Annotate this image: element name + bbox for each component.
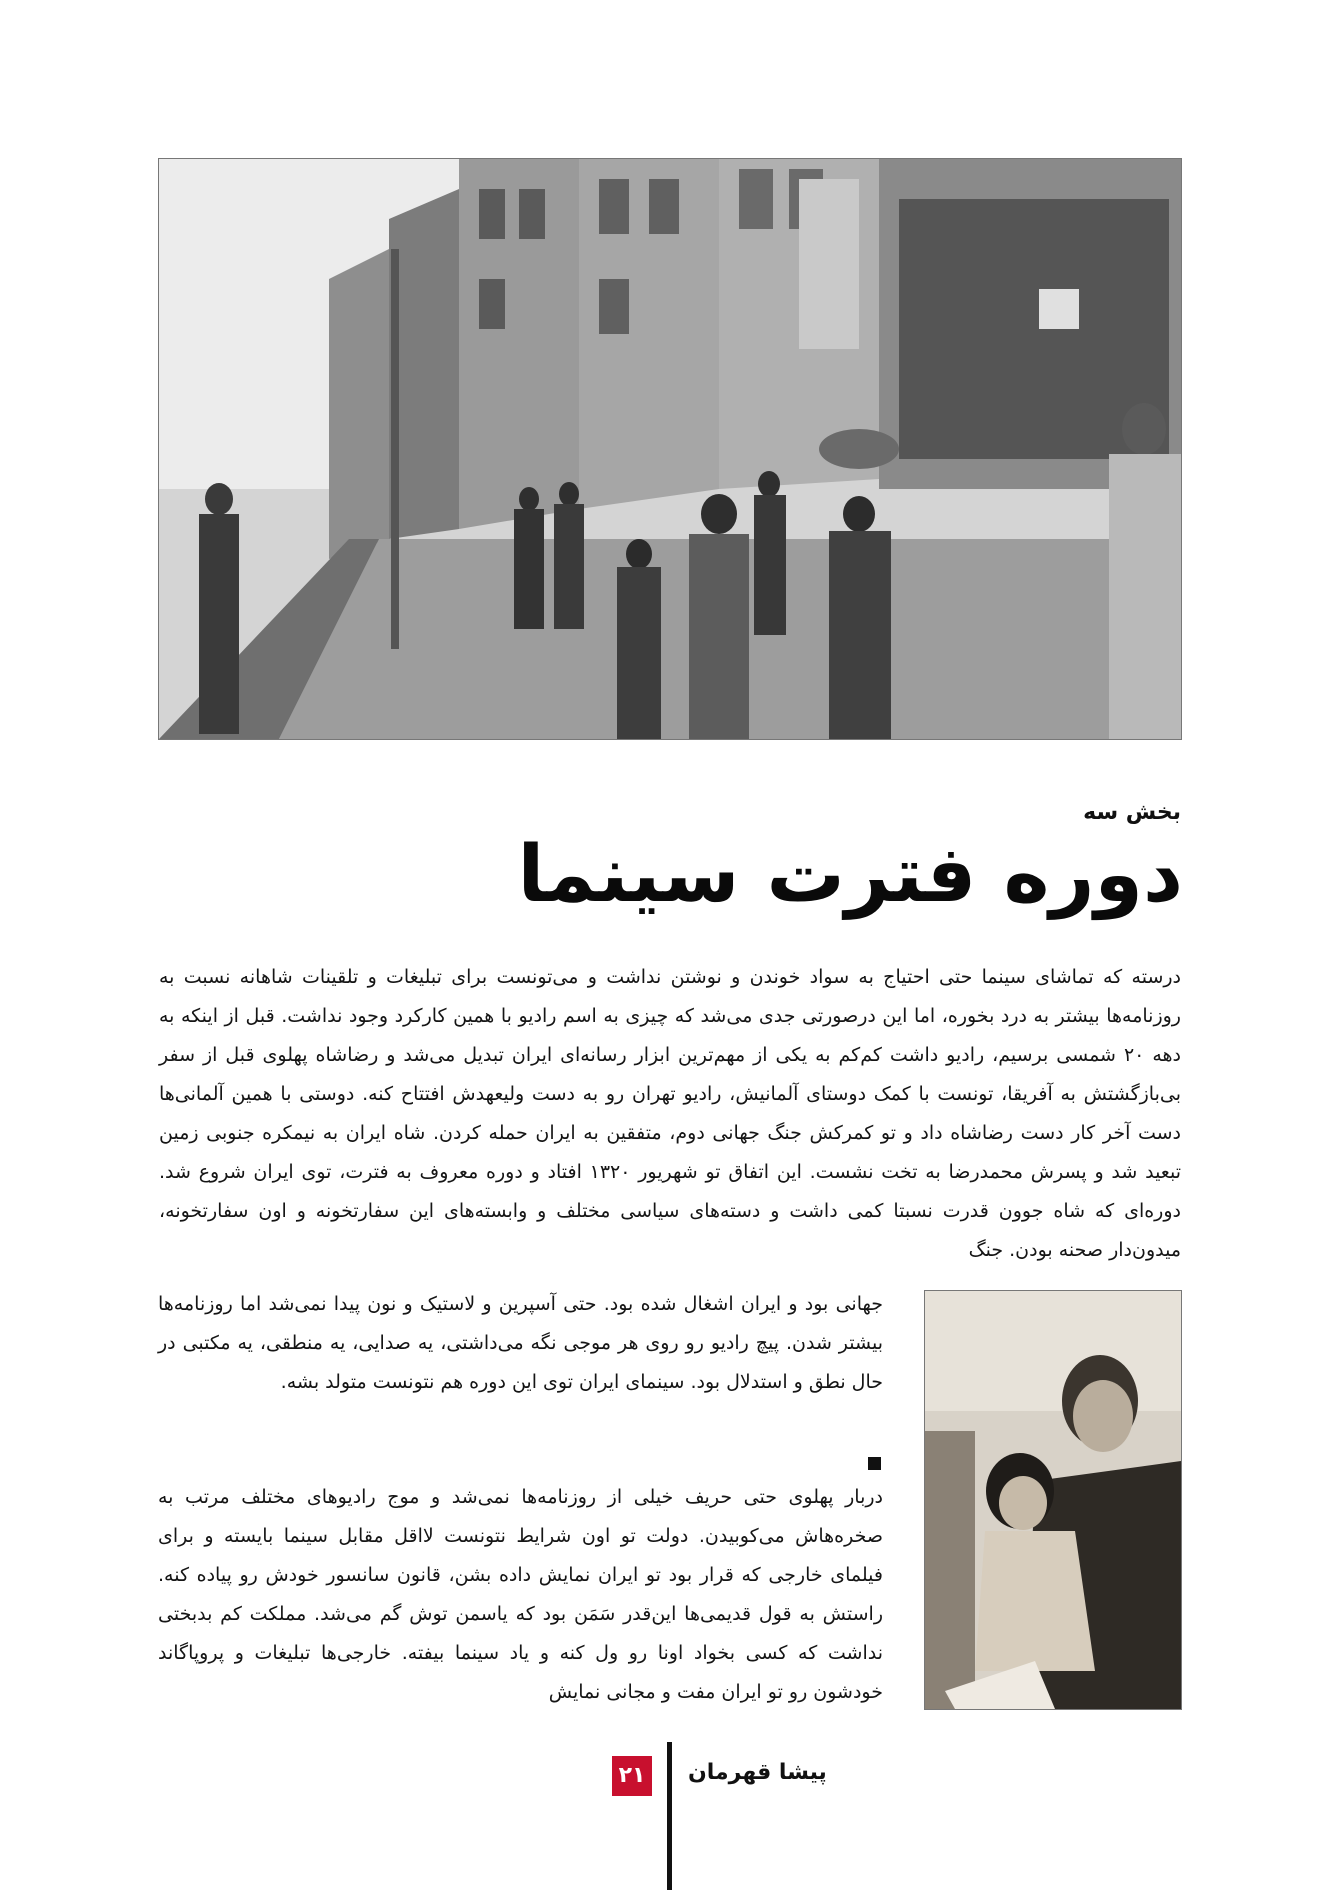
author-name: پیشا قهرمان	[688, 1760, 827, 1785]
inset-photo	[924, 1290, 1182, 1710]
street-photo	[158, 158, 1182, 740]
body-paragraph-2: دربار پهلوی حتی حریف خیلی از روزنامه‌ها نمی‌شد و موج رادیوهای مختلف مرتب به صخره‌هاش می‌کوبیدن. دولت تو اون شرایط نتونست لااقل مقابل سینما بایسته و برای فیلمای خارجی که قرار بود تو ایران نمایش داده بشن، قانون سانسور خودش رو پیاده کنه. راستش به قول قدیمی‌ها این‌قدر سَمَن بود که یاسمن توش گم می‌شد. مملکت کم بدبختی نداشت که کسی بخواد اونا رو ول کنه و یاد سینما بیفته. خارجی‌ها تبلیغات و پروپاگاند خودشون رو تو ایران مفت و مجانی نمایش	[158, 1486, 883, 1703]
body-paragraph-1-continued: جهانی بود و ایران اشغال شده بود. حتی آسپرین و لاستیک و نون پیدا نمی‌شد اما روزنامه‌ها بیشتر شدن. پیچ رادیو رو روی هر موجی نگه می‌داشتی، یه صدایی، یه منطقی، یه مکتبی در حال نطق و استدلال بود. سینمای ایران توی این دوره هم نتونست متولد بشه.	[158, 1293, 883, 1393]
section-label: بخش سه	[1083, 800, 1181, 825]
paragraph-bullet	[868, 1457, 881, 1470]
footer-divider	[667, 1742, 672, 1890]
body-paragraph-1: درسته که تماشای سینما حتی احتیاج به سواد خوندن و نوشتن نداشت و می‌تونست برای تبلیغات و تلقینات شاهانه نسبت به روزنامه‌ها بیشتر به درد بخوره، اما این درصورتی جدی می‌شد که چیزی به اسم رادیو با همین کارکرد وجود نداشت. قبل از اینکه به دهه ۲۰ شمسی برسیم، رادیو داشت کم‌کم به یکی از مهم‌ترین ابزار رسانه‌ای ایران تبدیل می‌شد و رضاشاه پهلوی قبل از سفر بی‌بازگشتش به آفریقا، تونست با کمک دوستای آلمانیش، رادیو تهران رو به دست ولیعهدش افتتاح کنه. دوستی با همین آلمانی‌ها دست آخر کار دست رضاشاه داد و تو کمرکش جنگ جهانی دوم، متفقین به ایران حمله کردن. شاه ایران به نیمکره جنوبی زمین تبعید شد و پسرش محمدرضا به تخت نشست. این اتفاق تو شهریور ۱۳۲۰ افتاد و دوره معروف به فترت، توی ایران شروع شد. دوره‌ای که شاه جوون قدرت نسبتا کمی داشت و دسته‌های سیاسی مختلف و وابسته‌های این سفارتخونه و اون سفارتخونه، میدون‌دار صحنه بودن. جنگ	[159, 966, 1181, 1261]
page-title: دوره فترت سینما	[517, 830, 1183, 920]
page-number: ۲۱	[612, 1756, 652, 1796]
